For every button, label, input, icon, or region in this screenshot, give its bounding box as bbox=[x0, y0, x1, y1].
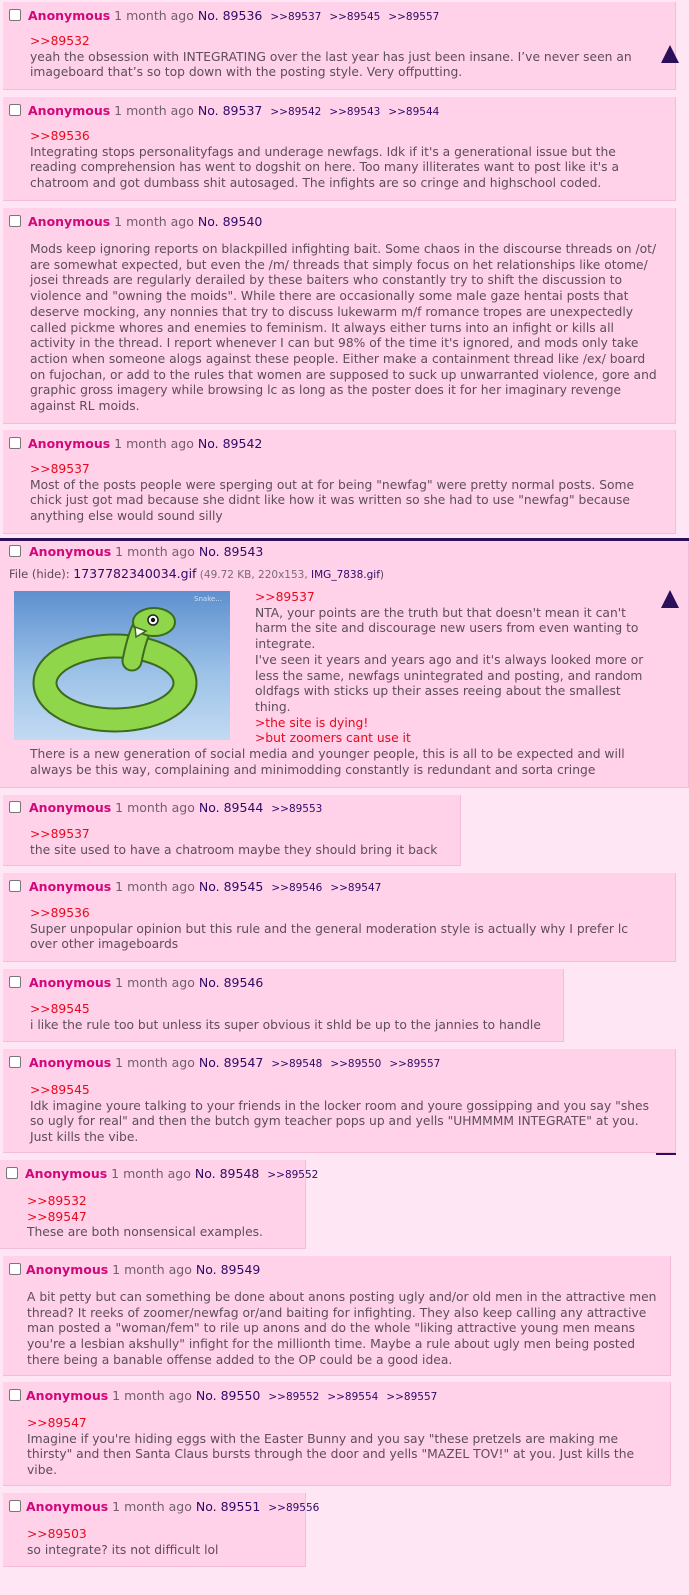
quote-link[interactable]: >>89536 bbox=[30, 129, 90, 143]
backlink[interactable]: >>89547 bbox=[330, 882, 382, 894]
backlink[interactable]: >>89550 bbox=[330, 1058, 382, 1070]
quote-link[interactable]: >>89545 bbox=[30, 1002, 90, 1016]
post-text-line: harm the site and discourage new users from even wanting to bbox=[255, 621, 639, 636]
quote-link[interactable]: >>89532 bbox=[30, 34, 90, 48]
backlink[interactable]: >>89542 bbox=[270, 106, 322, 118]
poster-name: Anonymous bbox=[28, 103, 111, 118]
post-89550 bbox=[3, 1382, 671, 1486]
post-text-line: Super unpopular opinion but this rule and the general moderation style is actually why I prefer lc bbox=[30, 921, 629, 936]
backlink[interactable]: >>89544 bbox=[388, 106, 440, 118]
post-text-line: Integrating stops personalityfags and underage newfags. Idk if it's a generational issue but the bbox=[30, 144, 616, 159]
backlink[interactable]: >>89552 bbox=[267, 1169, 319, 1181]
post-text-line: thirsty" and then Santa Claus bursts through the door and yells "MAZEL TOV!" at you. Just kills the bbox=[27, 1447, 635, 1462]
post-number[interactable]: No. 89543 bbox=[198, 544, 264, 559]
post-text-line: imageboard that’s so top down with the posting style. Very offputting. bbox=[30, 65, 463, 80]
post-number[interactable]: No. 89537 bbox=[197, 103, 263, 118]
backlink[interactable]: >>89557 bbox=[386, 1391, 438, 1403]
post-time: 1 month ago bbox=[115, 544, 195, 559]
post-text-line: graphic gross imagery while browsing lc as long as the poster does it for her imaginary revenge bbox=[30, 383, 622, 398]
select-checkbox[interactable] bbox=[9, 1500, 21, 1512]
post-number[interactable]: No. 89544 bbox=[198, 800, 264, 815]
select-checkbox[interactable] bbox=[9, 215, 21, 227]
post-number[interactable]: No. 89550 bbox=[195, 1388, 261, 1403]
post-text-line: yeah the obsession with INTEGRATING over the last year has just been insane. I’ve never seen an bbox=[30, 49, 632, 64]
poster-name: Anonymous bbox=[29, 800, 112, 815]
post-text-line: I've seen it years and years ago and it's always looked more or bbox=[255, 652, 644, 667]
post-89549 bbox=[3, 1256, 671, 1376]
post-text-line: Most of the posts people were sperging out at for being "newfag" were pretty normal posts. Some bbox=[30, 477, 635, 492]
post-text-line: so integrate? its not difficult lol bbox=[27, 1542, 219, 1557]
post-time: 1 month ago bbox=[114, 214, 194, 229]
post-89547 bbox=[3, 1049, 676, 1153]
backlink[interactable]: >>89553 bbox=[271, 803, 323, 815]
select-checkbox[interactable] bbox=[9, 545, 21, 557]
post-text-line: oldfags with sticks up their asses reeing about the smallest bbox=[255, 684, 621, 699]
poster-name: Anonymous bbox=[26, 1262, 109, 1277]
select-checkbox[interactable] bbox=[9, 1389, 21, 1401]
post-text-line: reading comprehension has went to dogshit on here. Too many illiterates want to post like it's a bbox=[30, 160, 620, 175]
post-time: 1 month ago bbox=[114, 103, 194, 118]
post-text-line: Idk imagine youre talking to your friends in the locker room and youre gossipping and you say "shes bbox=[30, 1098, 649, 1113]
post-time: 1 month ago bbox=[115, 879, 195, 894]
post-time: 1 month ago bbox=[114, 436, 194, 451]
post-text-line: called pickme whores and enemies to feminism. It always either turns into an infight or kills all bbox=[30, 320, 614, 335]
quote-link[interactable]: >>89537 bbox=[255, 590, 315, 604]
file-label-end: ) bbox=[379, 569, 385, 581]
post-89536 bbox=[3, 2, 676, 90]
post-text-line: against RL moids. bbox=[30, 399, 140, 414]
quote-link[interactable]: >>89545 bbox=[30, 1083, 90, 1097]
select-checkbox[interactable] bbox=[9, 104, 21, 116]
select-checkbox[interactable] bbox=[9, 801, 21, 813]
file-label: File ( bbox=[9, 567, 37, 581]
post-text-line: there being a banable offense added to the OP could be a good idea. bbox=[27, 1352, 453, 1367]
post-89551 bbox=[3, 1493, 320, 1567]
post-text-line: A bit petty but can something be done about anons posting ugly and/or old men in the attractive men bbox=[27, 1290, 657, 1304]
post-number[interactable]: No. 89548 bbox=[194, 1166, 260, 1181]
post-89548 bbox=[0, 1160, 319, 1249]
quote-link[interactable]: >>89532 bbox=[27, 1194, 87, 1208]
up-triangle-icon[interactable] bbox=[661, 45, 679, 63]
backlink[interactable]: >>89537 bbox=[270, 11, 322, 23]
select-checkbox[interactable] bbox=[9, 9, 21, 21]
post-time: 1 month ago bbox=[111, 1166, 191, 1181]
file-link[interactable]: 1737782340034.gif bbox=[73, 566, 197, 581]
post-number[interactable]: No. 89546 bbox=[198, 975, 264, 990]
poster-name: Anonymous bbox=[29, 975, 112, 990]
post-time: 1 month ago bbox=[112, 1499, 192, 1514]
poster-name: Anonymous bbox=[29, 544, 112, 559]
select-checkbox[interactable] bbox=[9, 1263, 21, 1275]
poster-name: Anonymous bbox=[28, 214, 111, 229]
post-89546 bbox=[3, 969, 564, 1042]
file-info bbox=[9, 566, 384, 583]
post-text-line: over other imageboards bbox=[30, 937, 179, 952]
backlink[interactable]: >>89557 bbox=[388, 11, 440, 23]
file-label-sep: ): bbox=[61, 567, 74, 581]
post-time: 1 month ago bbox=[115, 975, 195, 990]
poster-name: Anonymous bbox=[26, 1499, 109, 1514]
poster-name: Anonymous bbox=[25, 1166, 108, 1181]
post-text-line: man posted a "woman/fem" to rile up anons and do the whole "liking attractive young men means bbox=[27, 1321, 636, 1336]
post-text-line: on fujochan, or add to the rules that women are supposed to suck up unwarranted violence, gore and bbox=[30, 367, 657, 382]
post-number[interactable]: No. 89536 bbox=[197, 8, 263, 23]
post-89540 bbox=[3, 208, 676, 424]
post-text-line: thread? It reeks of zoomer/newfag or/and baiting for infighting. They also keep calling any attractive bbox=[27, 1305, 647, 1320]
post-text-line: activity in the thread. I report whenever I can but 98% of the time it's ignored, and mods only take bbox=[30, 336, 639, 351]
select-checkbox[interactable] bbox=[6, 1167, 18, 1179]
quote-link[interactable]: >>89536 bbox=[30, 906, 90, 920]
post-number[interactable]: No. 89545 bbox=[198, 879, 264, 894]
backlink[interactable]: >>89552 bbox=[268, 1391, 320, 1403]
backlink[interactable]: >>89545 bbox=[329, 11, 381, 23]
post-text-line: less the same, newfags unintegrated and posting, and random bbox=[255, 668, 643, 683]
post-time: 1 month ago bbox=[112, 1388, 192, 1403]
post-text-line: the site used to have a chatroom maybe they should bring it back bbox=[30, 842, 438, 857]
post-time: 1 month ago bbox=[115, 1055, 195, 1070]
post-time: 1 month ago bbox=[114, 8, 194, 23]
up-triangle-icon[interactable] bbox=[661, 590, 679, 608]
backlink[interactable]: >>89556 bbox=[268, 1502, 320, 1514]
post-time: 1 month ago bbox=[112, 1262, 192, 1277]
poster-name: Anonymous bbox=[29, 879, 112, 894]
post-time: 1 month ago bbox=[115, 800, 195, 815]
hide-link[interactable]: hide bbox=[36, 567, 62, 581]
select-checkbox[interactable] bbox=[9, 437, 21, 449]
backlink[interactable]: >>89548 bbox=[271, 1058, 323, 1070]
post-89545 bbox=[3, 873, 676, 962]
post-text-line: There is a new generation of social media and younger people, this is all to be expected and will bbox=[30, 747, 625, 761]
post-text-line: josei threads are regularly derailed by these baiters who constantly try to shift the discussion to bbox=[30, 273, 623, 288]
post-text-line: These are both nonsensical examples. bbox=[27, 1225, 263, 1240]
select-checkbox[interactable] bbox=[9, 976, 21, 988]
post-89542 bbox=[3, 430, 676, 534]
post-text-line: i like the rule too but unless its super obvious it shld be up to the jannies to handle bbox=[30, 1017, 541, 1032]
post-text-line: anything else would sound silly bbox=[30, 509, 223, 524]
backlink[interactable]: >>89543 bbox=[329, 106, 381, 118]
quote-link[interactable]: >>89537 bbox=[30, 462, 90, 476]
post-image-thumbnail[interactable] bbox=[14, 591, 230, 740]
original-filename[interactable]: IMG_7838.gif bbox=[311, 569, 380, 581]
post-text-line: you're a lesbian akshully" infight for the millionth time. Maybe a rule about ugly men being posted bbox=[27, 1337, 636, 1352]
quote-link[interactable]: >>89547 bbox=[27, 1209, 87, 1224]
thumbnail-caption: Snake... bbox=[194, 595, 222, 603]
quote-link[interactable]: >>89503 bbox=[27, 1527, 87, 1541]
post-number[interactable]: No. 89542 bbox=[197, 436, 263, 451]
post-text-line: deserve mocking, any nonnies that try to discuss lukewarm m/f romance tropes are unexpectedly bbox=[30, 304, 634, 319]
post-text-line: integrate. bbox=[255, 637, 316, 652]
select-checkbox[interactable] bbox=[9, 880, 21, 892]
post-text-line: chick just got mad because she didnt like how it was written so she had to use "newfag" because bbox=[30, 493, 630, 508]
quote-link[interactable]: >>89547 bbox=[27, 1416, 87, 1430]
poster-name: Anonymous bbox=[26, 1388, 109, 1403]
file-meta: (49.72 KB, 220x153, bbox=[196, 569, 312, 581]
post-text-line: Just kills the vibe. bbox=[30, 1130, 139, 1145]
post-text-line: Imagine if you're hiding eggs with the Easter Bunny and you say "these pretzels are making me bbox=[27, 1431, 619, 1446]
post-text-line: so ugly for real" and then the butch gym teacher pops up and yells "UHMMMM INTEGRATE" at you. bbox=[30, 1114, 639, 1129]
post-89544 bbox=[3, 795, 461, 866]
greentext-line: >the site is dying! bbox=[255, 715, 369, 730]
post-number[interactable]: No. 89540 bbox=[197, 214, 263, 229]
post-number[interactable]: No. 89549 bbox=[195, 1262, 261, 1277]
post-text-line: thing. bbox=[255, 699, 291, 714]
select-checkbox[interactable] bbox=[9, 1056, 21, 1068]
post-89537 bbox=[3, 97, 676, 201]
post-text-line: violence and "owning the moids". While there are occasionally some male gaze hentai posts that bbox=[30, 289, 629, 304]
post-text-line: vibe. bbox=[27, 1463, 57, 1478]
post-number[interactable]: No. 89547 bbox=[198, 1055, 264, 1070]
poster-name: Anonymous bbox=[29, 1055, 112, 1070]
greentext-line: >but zoomers cant use it bbox=[255, 731, 411, 746]
post-text-line: always be this way, complaining and minimodding constantly is redundant and sorta cringe bbox=[30, 762, 596, 777]
collapsed-arrow-indicator bbox=[656, 1153, 676, 1155]
quote-link[interactable]: >>89537 bbox=[30, 827, 90, 841]
post-text-line: NTA, your points are the truth but that doesn't mean it can't bbox=[255, 605, 626, 620]
backlink[interactable]: >>89554 bbox=[327, 1391, 379, 1403]
post-text-line: action when someone alogs against these people. Either make a containment thread like /ex/ board bbox=[30, 351, 646, 366]
post-text-line: Mods keep ignoring reports on blackpilled infighting bait. Some chaos in the discourse threads on /ot/ bbox=[30, 242, 657, 256]
post-number[interactable]: No. 89551 bbox=[195, 1499, 261, 1514]
post-text-line: are somewhat expected, but even the /m/ threads that simply focus on het relationships like otome/ bbox=[30, 257, 648, 272]
backlink[interactable]: >>89557 bbox=[389, 1058, 441, 1070]
poster-name: Anonymous bbox=[28, 8, 111, 23]
snake-illustration bbox=[14, 591, 230, 740]
backlink[interactable]: >>89546 bbox=[271, 882, 323, 894]
post-text-line: chatroom and got dumbass shit autosaged. The infights are so cringe and highschool coded. bbox=[30, 176, 602, 191]
poster-name: Anonymous bbox=[28, 436, 111, 451]
